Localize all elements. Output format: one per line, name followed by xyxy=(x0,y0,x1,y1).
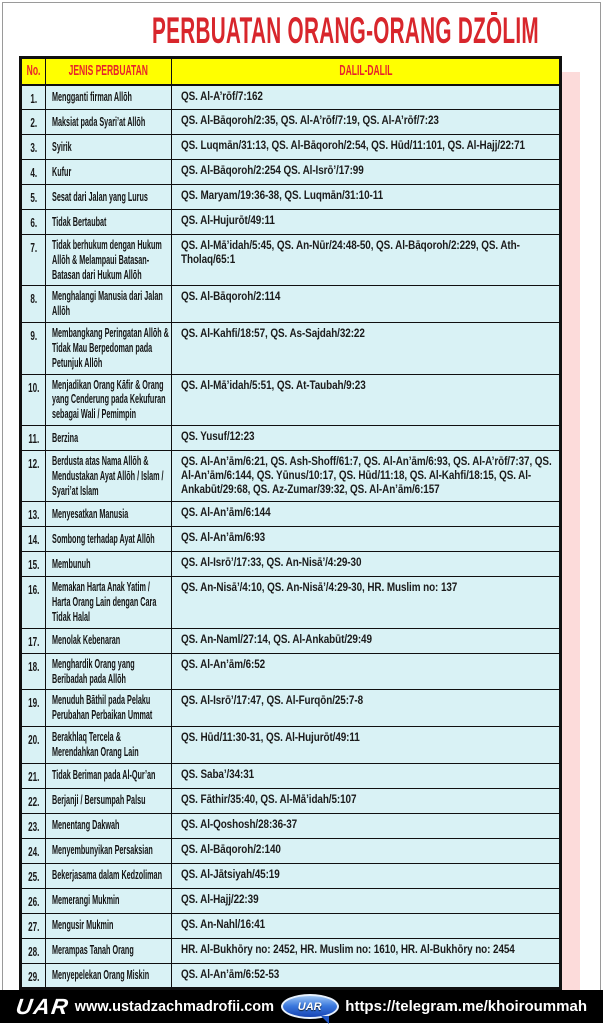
row-number: 18. xyxy=(27,658,40,674)
row-dalil-references: QS. Fāthir/35:40, QS. Al-Mā’idah/5:107 xyxy=(181,793,357,806)
row-dalil-references: QS. Al-Mā’idah/5:45, QS. An-Nūr/24:48-50, QS. Al-Bāqoroh/2:229, QS. Ath-Tholaq/65:1 xyxy=(181,240,520,266)
table-row xyxy=(21,502,561,527)
row-number: 14. xyxy=(27,532,40,548)
uar-logo: UAR xyxy=(14,993,72,1019)
row-dalil-references: QS. Al-A’rōf/7:162 xyxy=(181,90,263,103)
row-dalil-references: QS. Al-Bāqoroh/2:140 xyxy=(181,843,281,856)
row-deed-label: Tidak Bertaubat xyxy=(52,213,107,229)
table-row xyxy=(21,913,561,938)
table-row xyxy=(21,653,561,690)
deeds-table xyxy=(19,56,562,990)
row-deed-label: Memakan Harta Anak Yatim / Harta Orang Lain dengan Cara Tidak Halal xyxy=(52,579,157,624)
row-dalil-references: QS. Al-Mā’idah/5:51, QS. At-Taubah/9:23 xyxy=(181,379,366,392)
row-deed-label: Mengganti firman Allōh xyxy=(52,88,132,104)
row-deed-label: Memerangi Mukmin xyxy=(52,892,120,908)
table-row xyxy=(21,210,561,235)
table-row xyxy=(21,763,561,788)
table-row xyxy=(21,838,561,863)
table-row xyxy=(21,963,561,988)
footer-bar xyxy=(0,990,603,1023)
table-row xyxy=(21,552,561,577)
row-number: 15. xyxy=(27,557,40,573)
deeds-table-wrapper xyxy=(19,56,562,990)
row-number: 21. xyxy=(27,768,40,784)
row-dalil-references: QS. Maryam/19:36-38, QS. Luqmān/31:10-11 xyxy=(181,190,384,202)
row-number: 26. xyxy=(27,893,40,909)
row-deed-label: Membangkang Peringatan Allōh & Tidak Mau Berpedoman pada Petunjuk Allōh xyxy=(52,325,169,370)
row-deed-label: Berdusta atas Nama Allōh & Mendustakan Ayat Allōh / Islam / Syari’at Islam xyxy=(52,452,164,498)
table-row xyxy=(21,577,561,628)
row-dalil-references: QS. An-Naml/27:14, QS. Al-Ankabūt/29:49 xyxy=(181,633,372,646)
row-deed-label: Membunuh xyxy=(52,555,91,571)
row-dalil-references: QS. Luqmān/31:13, QS. Al-Bāqoroh/2:54, QS. Hūd/11:101, QS. Al-Hajj/22:71 xyxy=(181,140,525,152)
row-number: 24. xyxy=(27,843,40,859)
row-deed-label: Bekerjasama dalam Kedzoliman xyxy=(52,867,162,883)
table-header-row xyxy=(21,58,561,85)
website-url: www.ustadzachmadrofii.com xyxy=(74,998,275,1015)
table-row xyxy=(21,788,561,813)
row-dalil-references: QS. Al-Jātsiyah/45:19 xyxy=(181,868,280,881)
table-row xyxy=(21,110,561,135)
row-deed-label: Menghardik Orang yang Beribadah pada Allōh xyxy=(52,655,135,686)
page-title: PERBUATAN ORANG-ORANG DZŌLIM xyxy=(152,10,539,51)
uar-badge-icon xyxy=(281,994,339,1019)
table-row xyxy=(21,450,561,501)
row-deed-label: Berjanji / Bersumpah Palsu xyxy=(52,792,146,808)
header-no-label: No. xyxy=(26,63,41,80)
row-number: 8. xyxy=(30,291,37,307)
row-deed-label: Merampas Tanah Orang xyxy=(52,942,134,958)
row-number: 28. xyxy=(27,943,40,959)
table-row xyxy=(21,888,561,913)
row-dalil-references: QS. Al-Qoshosh/28:36-37 xyxy=(181,818,298,831)
table-row xyxy=(21,374,561,425)
row-deed-label: Menjadikan Orang Kāfir & Orang yang Cenderung pada Kekufuran sebagai Wali / Pemimpin xyxy=(52,376,166,422)
row-number: 5. xyxy=(30,190,37,205)
uar-badge-label: UAR xyxy=(297,1000,322,1013)
row-dalil-references: HR. Al-Bukhōry no: 2452, HR. Muslim no: 1610, HR. Al-Bukhōry no: 2454 xyxy=(181,943,515,956)
row-deed-label: Menentang Dakwah xyxy=(52,817,120,833)
row-number: 19. xyxy=(27,695,40,711)
table-row xyxy=(21,185,561,210)
row-deed-label: Sesat dari Jalan yang Lurus xyxy=(52,188,148,204)
header-cell-jenis xyxy=(46,58,172,85)
row-dalil-references: QS. An-Nahl/16:41 xyxy=(181,918,266,931)
header-cell-no xyxy=(21,58,46,85)
row-dalil-references: QS. Al-An’ām/6:144 xyxy=(181,507,271,520)
row-number: 17. xyxy=(27,633,40,649)
row-dalil-references: QS. Al-Isrō’/17:47, QS. Al-Furqōn/25:7-8 xyxy=(181,695,364,708)
title-band xyxy=(0,10,603,52)
row-number: 27. xyxy=(27,918,40,934)
row-number: 23. xyxy=(27,818,40,834)
row-deed-label: Menghalangi Manusia dari Jalan Allōh xyxy=(52,288,163,319)
table-row xyxy=(21,863,561,888)
row-dalil-references: QS. Al-An’ām/6:52-53 xyxy=(181,968,280,981)
row-dalil-references: QS. Al-Bāqoroh/2:114 xyxy=(181,291,281,304)
row-dalil-references: QS. Yusuf/12:23 xyxy=(181,430,255,443)
row-dalil-references: QS. Saba’/34:31 xyxy=(181,768,255,781)
table-row xyxy=(21,160,561,185)
header-dalil-label: DALIL-DALIL xyxy=(338,63,393,80)
row-number: 16. xyxy=(27,582,40,598)
table-row xyxy=(21,527,561,552)
telegram-url: https://telegram.me/khoiroummah xyxy=(345,998,587,1015)
table-row xyxy=(21,628,561,653)
table-row xyxy=(21,813,561,838)
row-dalil-references: QS. Al-Hajj/22:39 xyxy=(181,893,259,906)
row-number: 12. xyxy=(27,455,40,471)
row-number: 9. xyxy=(30,328,37,344)
row-deed-label: Mengusir Mukmin xyxy=(52,917,114,933)
row-deed-label: Tidak berhukum dengan Hukum Allōh & Melampaui Batasan-Batasan dari Hukum Allōh xyxy=(52,237,162,282)
table-row xyxy=(21,323,561,374)
row-deed-label: Maksiat pada Syari’at Allōh xyxy=(52,113,146,129)
row-number: 4. xyxy=(30,165,37,180)
row-number: 10. xyxy=(27,379,40,395)
row-deed-label: Menyesatkan Manusia xyxy=(52,505,129,521)
row-deed-label: Berakhlaq Tercela & Merendahkan Orang Lain xyxy=(52,729,139,759)
table-row xyxy=(21,425,561,450)
table-row xyxy=(21,85,561,110)
row-number: 7. xyxy=(30,240,37,255)
table-row xyxy=(21,938,561,963)
table-row xyxy=(21,286,561,323)
row-number: 2. xyxy=(30,115,37,130)
row-number: 20. xyxy=(27,732,40,748)
row-deed-label: Menuduh Bāthil pada Pelaku Perubahan Perbaikan Ummat xyxy=(52,692,153,723)
table-row xyxy=(21,727,561,764)
row-number: 29. xyxy=(27,968,40,984)
row-dalil-references: QS. Al-Isrō’/17:33, QS. An-Nisā’/4:29-30 xyxy=(181,557,362,570)
row-dalil-references: QS. Hūd/11:30-31, QS. Al-Hujurōt/49:11 xyxy=(181,732,360,745)
row-number: 22. xyxy=(27,793,40,809)
table-row xyxy=(21,690,561,727)
row-deed-label: Menyembunyikan Persaksian xyxy=(52,842,153,858)
row-deed-label: Berzina xyxy=(52,429,79,445)
row-dalil-references: QS. Al-Bāqoroh/2:254 QS. Al-Isrō’/17:99 xyxy=(181,165,364,177)
row-deed-label: Kufur xyxy=(52,163,72,179)
row-deed-label: Tidak Beriman pada Al-Qur’an xyxy=(52,767,156,783)
row-dalil-references: QS. Al-An’ām/6:52 xyxy=(181,658,266,671)
header-jenis-label: JENIS PERBUATAN xyxy=(68,63,149,80)
header-cell-dalil xyxy=(172,58,561,85)
row-deed-label: Syirik xyxy=(52,138,72,154)
table-row xyxy=(21,235,561,286)
row-number: 6. xyxy=(30,215,37,230)
row-dalil-references: QS. Al-An’ām/6:93 xyxy=(181,532,266,545)
row-deed-label: Sombong terhadap Ayat Allōh xyxy=(52,530,155,546)
row-dalil-references: QS. Al-An’ām/6:21, QS. Ash-Shoff/61:7, QS. Al-An’ām/6:93, QS. Al-A’rōf/7:37, QS. Al-An’ām/6:144, QS. Yūnus/10:17, QS. Hūd/11:18, QS. Al-Kahfi/18:15, QS. Al-Ankabūt/29:68, QS. Az-Zumar/39:32, QS. Al-An’ām/6:157 xyxy=(181,455,552,496)
table-row xyxy=(21,135,561,160)
row-number: 13. xyxy=(27,507,40,523)
row-dalil-references: QS. Al-Kahfi/18:57, QS. As-Sajdah/32:22 xyxy=(181,328,365,341)
row-dalil-references: QS. An-Nisā’/4:10, QS. An-Nisā’/4:29-30, HR. Muslim no: 137 xyxy=(181,582,458,595)
row-number: 1. xyxy=(30,90,37,106)
row-number: 11. xyxy=(28,430,39,446)
row-deed-label: Menyepelekan Orang Miskin xyxy=(52,966,150,982)
row-deed-label: Menolak Kebenaran xyxy=(52,632,121,648)
row-dalil-references: QS. Al-Bāqoroh/2:35, QS. Al-A’rōf/7:19, QS. Al-A’rōf/7:23 xyxy=(181,115,439,127)
row-dalil-references: QS. Al-Hujurōt/49:11 xyxy=(181,215,275,227)
row-number: 25. xyxy=(27,868,40,884)
row-number: 3. xyxy=(30,140,37,155)
